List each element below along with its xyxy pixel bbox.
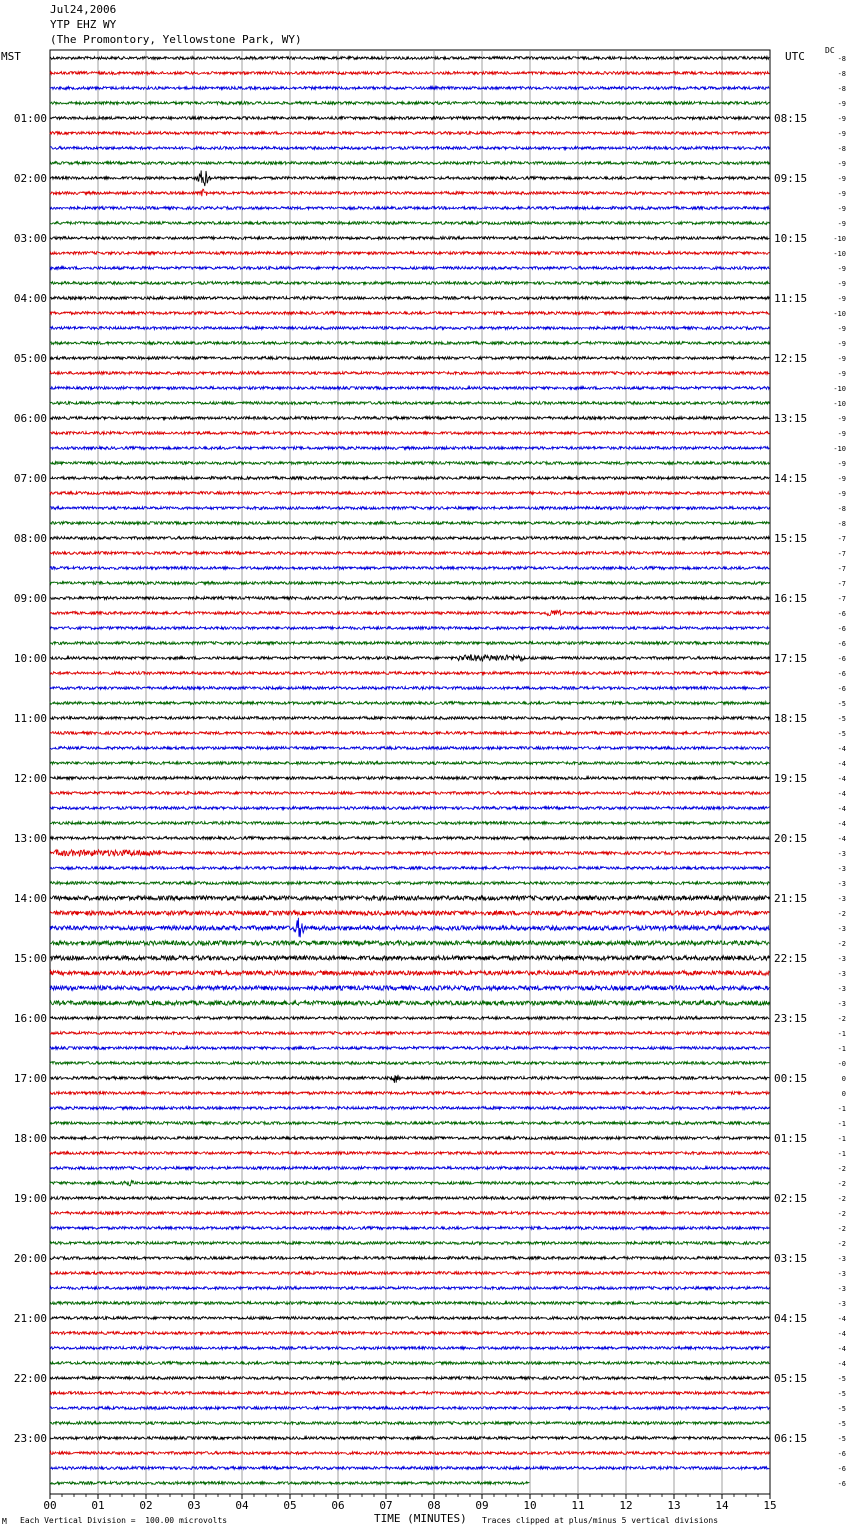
x-tick-label: 02 [139,1499,153,1512]
dc-offset: -9 [837,340,846,348]
trace-line-2 [50,87,769,90]
trace-line-62 [50,986,769,990]
trace-line-60 [50,956,769,960]
dc-offset: -7 [837,565,846,573]
scale-note: Each Vertical Division = 100.00 microvolts [20,1516,228,1525]
trace-line-46 [50,747,769,750]
dc-offset: -6 [837,610,846,618]
dc-offset: -8 [837,85,846,93]
utc-label: 21:15 [774,892,808,905]
trace-line-90 [50,1407,769,1410]
dc-offset: -9 [837,460,846,468]
trace-line-72 [50,1137,769,1140]
trace-line-38 [50,627,769,630]
trace-line-92 [50,1437,769,1440]
dc-offset: -4 [837,1360,846,1368]
dc-offset: -9 [837,325,846,333]
seismic-traces [50,57,769,1485]
trace-line-14 [50,267,769,270]
trace-line-55 [50,882,769,885]
trace-line-27 [50,462,769,465]
trace-line-56 [50,896,769,900]
header-date: Jul24,2006 [50,3,117,16]
trace-line-57 [50,911,769,915]
dc-offset: -9 [837,190,846,198]
mst-label: 13:00 [13,832,47,845]
x-tick-label: 00 [43,1499,57,1512]
mst-label: 12:00 [13,772,47,785]
trace-line-54 [50,867,769,870]
dc-offset: -2 [837,1180,846,1188]
utc-label: 13:15 [774,412,808,425]
dc-offset: -8 [837,520,846,528]
trace-line-0 [50,57,769,60]
dc-offset: -2 [837,1015,846,1023]
dc-offset: -8 [837,55,846,63]
trace-line-58 [50,918,769,938]
mst-hour-labels [14,112,47,1445]
dc-axis-label: DC [825,46,835,55]
mst-label: 21:00 [13,1312,47,1325]
trace-line-39 [50,642,769,645]
trace-line-68 [50,1075,769,1083]
x-axis-title: TIME (MINUTES) [374,1512,467,1525]
utc-label: 08:15 [774,112,808,125]
dc-offset: -9 [837,115,846,123]
trace-line-7 [50,162,769,165]
x-axis [43,1494,776,1512]
dc-offset: -1 [837,1045,846,1053]
trace-line-48 [50,777,769,780]
trace-line-69 [50,1092,769,1095]
dc-offset: -7 [837,535,846,543]
trace-line-93 [50,1452,769,1455]
dc-offset: -1 [837,1030,846,1038]
dc-offset: -3 [837,1300,846,1308]
utc-label: 19:15 [774,772,808,785]
dc-offset: -8 [837,505,846,513]
x-tick-label: 05 [283,1499,297,1512]
dc-offset: 0 [841,1075,846,1083]
dc-offset: -7 [837,580,846,588]
trace-line-20 [50,357,769,360]
trace-line-24 [50,417,769,420]
trace-line-63 [50,1001,769,1005]
dc-offset: -7 [837,595,846,603]
trace-line-30 [50,507,769,510]
mst-label: 08:00 [13,532,47,545]
dc-offset: -3 [837,895,846,903]
x-tick-label: 14 [715,1499,729,1512]
dc-offset: -6 [837,1465,846,1473]
utc-label: 05:15 [774,1372,808,1385]
utc-label: 16:15 [774,592,808,605]
utc-label: 02:15 [774,1192,808,1205]
dc-offset: -0 [837,1060,846,1068]
utc-label: 20:15 [774,832,808,845]
trace-line-43 [50,702,769,705]
dc-offset: -9 [837,100,846,108]
trace-line-22 [50,387,769,390]
utc-label: 10:15 [774,232,808,245]
trace-line-82 [50,1287,769,1290]
x-tick-label: 06 [331,1499,345,1512]
dc-offset: -3 [837,880,846,888]
x-tick-label: 15 [763,1499,777,1512]
trace-line-94 [50,1467,769,1470]
x-tick-label: 03 [187,1499,201,1512]
trace-line-70 [50,1107,769,1110]
dc-offset: -1 [837,1120,846,1128]
dc-offset: 0 [841,1090,846,1098]
header-location: (The Promontory, Yellowstone Park, WY) [50,33,302,46]
dc-offset: -9 [837,205,846,213]
trace-line-34 [50,567,769,570]
trace-line-64 [50,1017,769,1020]
mst-label: 09:00 [13,592,47,605]
mst-label: 15:00 [13,952,47,965]
dc-offset: -9 [837,160,846,168]
dc-offset: -4 [837,1330,846,1338]
trace-line-86 [50,1347,769,1350]
trace-line-50 [50,807,769,810]
trace-line-81 [50,1272,769,1275]
dc-offset: -10 [833,310,846,318]
dc-offset: -6 [837,670,846,678]
utc-label: 01:15 [774,1132,808,1145]
trace-line-15 [50,282,769,285]
x-tick-label: 09 [475,1499,489,1512]
dc-offset: -10 [833,445,846,453]
dc-offset: -3 [837,985,846,993]
dc-offset: -2 [837,940,846,948]
dc-offset: -9 [837,295,846,303]
trace-line-83 [50,1302,769,1305]
x-tick-label: 13 [667,1499,681,1512]
mst-label: 06:00 [13,412,47,425]
trace-line-13 [50,252,769,255]
dc-offset: -4 [837,1315,846,1323]
dc-offset: -6 [837,685,846,693]
x-tick-label: 08 [427,1499,441,1512]
utc-label: 14:15 [774,472,808,485]
trace-line-51 [50,822,769,825]
trace-line-25 [50,432,769,435]
mst-axis-label: MST [1,50,21,63]
dc-offset: -3 [837,925,846,933]
trace-line-87 [50,1362,769,1365]
mst-label: 02:00 [13,172,47,185]
trace-line-6 [50,147,769,150]
dc-offset: -2 [837,910,846,918]
dc-offset: -5 [837,730,846,738]
trace-line-52 [50,837,769,840]
trace-line-91 [50,1422,769,1425]
trace-line-77 [50,1212,769,1215]
dc-offset: -4 [837,820,846,828]
dc-offset: -9 [837,280,846,288]
trace-line-17 [50,312,769,315]
trace-line-12 [50,237,769,240]
dc-offset: -10 [833,250,846,258]
dc-offset: -8 [837,145,846,153]
dc-offset: -2 [837,1225,846,1233]
x-tick-label: 01 [91,1499,105,1512]
trace-line-28 [50,477,769,480]
mst-label: 11:00 [13,712,47,725]
trace-line-78 [50,1227,769,1230]
dc-offset: -7 [837,550,846,558]
dc-offset: -3 [837,1255,846,1263]
trace-line-45 [50,732,769,735]
dc-offset: -2 [837,1210,846,1218]
dc-offset: -6 [837,640,846,648]
utc-hour-labels [774,112,807,1445]
trace-line-73 [50,1152,769,1155]
trace-line-80 [50,1257,769,1260]
mst-label: 20:00 [13,1252,47,1265]
dc-offset: -5 [837,1375,846,1383]
utc-label: 18:15 [774,712,808,725]
mst-label: 19:00 [13,1192,47,1205]
utc-label: 09:15 [774,172,808,185]
mst-label: 18:00 [13,1132,47,1145]
mst-label: 05:00 [13,352,47,365]
trace-line-84 [50,1317,769,1320]
dc-offset: -4 [837,760,846,768]
x-tick-label: 04 [235,1499,249,1512]
dc-offset: -5 [837,1420,846,1428]
dc-offset: -5 [837,1405,846,1413]
mst-label: 14:00 [13,892,47,905]
dc-offset: -9 [837,130,846,138]
trace-line-5 [50,132,769,135]
dc-offset: -1 [837,1105,846,1113]
trace-line-40 [50,655,769,661]
dc-offset: -5 [837,715,846,723]
trace-line-23 [50,402,769,405]
trace-line-79 [50,1242,769,1245]
dc-offset: -9 [837,220,846,228]
dc-offset: -9 [837,490,846,498]
dc-offset: -3 [837,865,846,873]
utc-label: 03:15 [774,1252,808,1265]
dc-offset: -6 [837,1480,846,1488]
dc-offset: -1 [837,1150,846,1158]
mst-label: 22:00 [13,1372,47,1385]
trace-line-44 [50,717,769,720]
dc-offset: -3 [837,1285,846,1293]
trace-line-37 [50,610,769,616]
dc-offset: -2 [837,1240,846,1248]
trace-line-33 [50,552,769,555]
trace-line-85 [50,1332,769,1335]
trace-line-3 [50,102,769,105]
trace-line-11 [50,222,769,225]
utc-label: 00:15 [774,1072,808,1085]
dc-offset: -5 [837,1435,846,1443]
mst-label: 10:00 [13,652,47,665]
trace-line-18 [50,327,769,330]
x-tick-label: 12 [619,1499,633,1512]
utc-label: 04:15 [774,1312,808,1325]
dc-offset: -6 [837,625,846,633]
dc-offset-labels [833,55,846,1488]
dc-offset: -4 [837,835,846,843]
mst-label: 03:00 [13,232,47,245]
utc-label: 06:15 [774,1432,808,1445]
clip-note: Traces clipped at plus/minus 5 vertical divisions [482,1516,719,1525]
trace-line-89 [50,1392,769,1395]
dc-offset: -10 [833,385,846,393]
dc-offset: -5 [837,700,846,708]
mst-label: 01:00 [13,112,47,125]
trace-line-41 [50,672,769,675]
dc-offset: -9 [837,415,846,423]
trace-line-47 [50,762,769,765]
trace-line-1 [50,72,769,75]
dc-offset: -4 [837,805,846,813]
trace-line-21 [50,372,769,375]
dc-offset: -6 [837,655,846,663]
header-station: YTP EHZ WY [50,18,117,31]
trace-line-88 [50,1377,769,1380]
dc-offset: -3 [837,1270,846,1278]
dc-offset: -3 [837,850,846,858]
dc-offset: -9 [837,355,846,363]
trace-line-9 [50,189,769,196]
trace-line-59 [50,941,769,945]
dc-offset: -3 [837,970,846,978]
utc-label: 17:15 [774,652,808,665]
trace-line-71 [50,1122,769,1125]
trace-line-66 [50,1047,769,1050]
trace-line-36 [50,597,769,600]
dc-offset: -8 [837,70,846,78]
mst-label: 23:00 [13,1432,47,1445]
dc-offset: -4 [837,745,846,753]
dc-offset: -9 [837,265,846,273]
trace-line-53 [50,850,769,856]
dc-offset: -9 [837,430,846,438]
mst-label: 17:00 [13,1072,47,1085]
utc-axis-label: UTC [785,50,805,63]
dc-offset: -1 [837,1135,846,1143]
dc-offset: -9 [837,175,846,183]
trace-line-67 [50,1062,769,1065]
mst-label: 07:00 [13,472,47,485]
dc-offset: -2 [837,1165,846,1173]
trace-line-49 [50,792,769,795]
trace-line-29 [50,492,769,495]
utc-label: 11:15 [774,292,808,305]
dc-offset: -3 [837,1000,846,1008]
utc-label: 15:15 [774,532,808,545]
trace-line-26 [50,447,769,450]
dc-offset: -10 [833,400,846,408]
utc-label: 12:15 [774,352,808,365]
trace-line-74 [50,1167,769,1170]
dc-offset: -9 [837,370,846,378]
utc-label: 22:15 [774,952,808,965]
trace-line-42 [50,687,769,690]
mst-label: 04:00 [13,292,47,305]
utc-label: 23:15 [774,1012,808,1025]
trace-line-8 [50,170,769,186]
dc-offset: -2 [837,1195,846,1203]
dc-offset: -4 [837,1345,846,1353]
corner-mark: M [2,1517,7,1526]
trace-line-65 [50,1032,769,1035]
dc-offset: -10 [833,235,846,243]
dc-offset: -6 [837,1450,846,1458]
trace-line-76 [50,1197,769,1200]
trace-line-16 [50,297,769,300]
trace-line-19 [50,342,769,345]
dc-offset: -4 [837,790,846,798]
dc-offset: -5 [837,1390,846,1398]
trace-line-35 [50,582,769,585]
x-tick-label: 10 [523,1499,537,1512]
dc-offset: -3 [837,955,846,963]
x-tick-label: 11 [571,1499,585,1512]
x-tick-label: 07 [379,1499,393,1512]
trace-line-61 [50,971,769,975]
dc-offset: -4 [837,775,846,783]
trace-line-31 [50,522,769,525]
trace-line-4 [50,117,769,120]
trace-line-75 [50,1181,769,1186]
dc-offset: -9 [837,475,846,483]
trace-line-32 [50,537,769,540]
mst-label: 16:00 [13,1012,47,1025]
trace-line-10 [50,207,769,210]
